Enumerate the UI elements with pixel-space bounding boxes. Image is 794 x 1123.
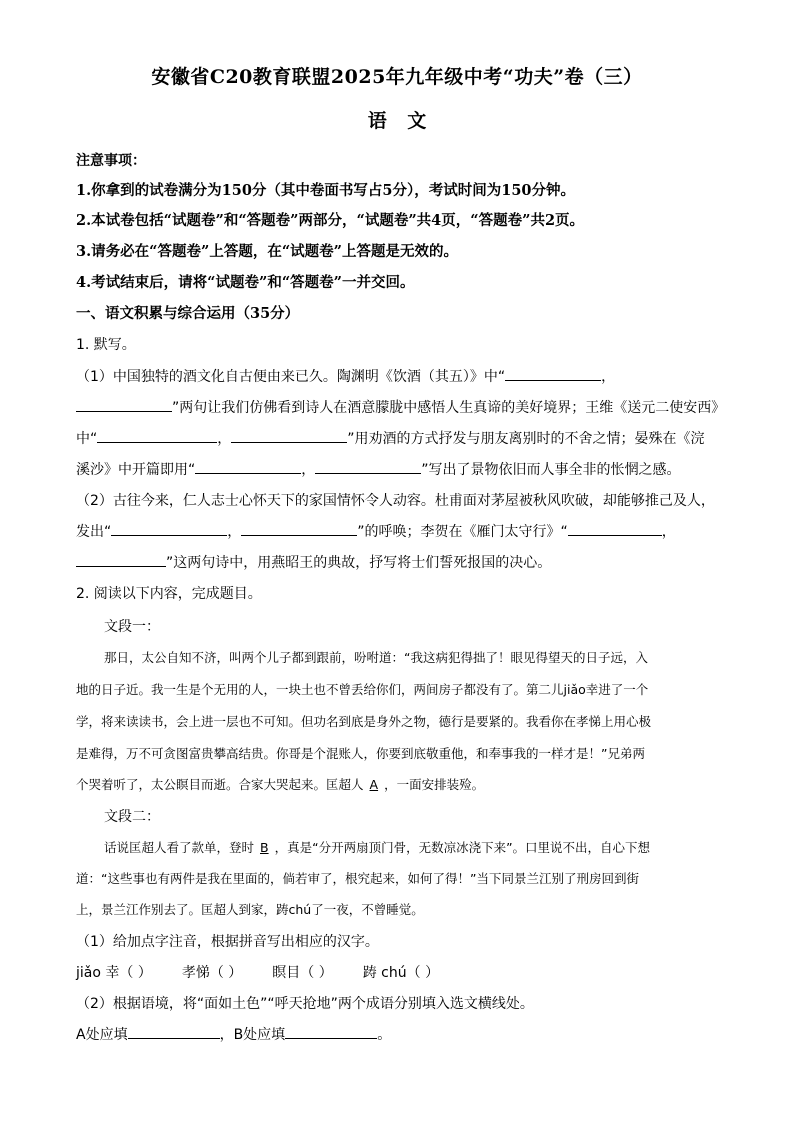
notice-item-3: 3.请务必在“答题卷”上答题，在“试题卷”上答题是无效的。: [76, 243, 458, 260]
answer-blank-b[interactable]: [285, 1024, 377, 1039]
q1-line-3: 中“ ， ”用劝酒的方式抒发与朋友离别时的不舍之情；晏殊在《浣: [76, 428, 705, 448]
sub-question-2-label: （2）根据语境，将“面如土色”“呼天抢地”两个成语分别填入选文横线处。: [76, 996, 534, 1012]
question-2-label: 2. 阅读以下内容，完成题目。: [76, 586, 262, 602]
notice-heading: 注意事项：: [76, 153, 146, 169]
passage-2-line-1: 话说匡超人看了款单，登时 B ，真是“分开两扇顶门骨，无数凉冰浇下来”。口里说不出，自心下想: [104, 840, 651, 855]
passage-1-line-3: 学，将来读读书，会上进一层也不可知。但功名到底是身外之物，德行是要紧的。我看你在孝悌上用心极: [76, 714, 652, 729]
sub-question-2-answer: A处应填 ，B处应填 。: [76, 1024, 391, 1044]
passage-2-line-2: 道：“这些事也有两件是我在里面的，倘若审了，根究起来，如何了得！”当下同景兰江别了刑房回到街: [76, 871, 639, 886]
q1-2-line-2: 发出“ ， ”的呼唤；李贺在《雁门太守行》“ ，: [76, 521, 676, 541]
q1-2-line-3: ”这两句诗中，用燕昭王的典故，抒写将士们誓死报国的决心。: [76, 552, 551, 572]
notice-item-4: 4.考试结束后，请将“试题卷”和“答题卷”一并交回。: [76, 274, 415, 291]
answer-blank-a[interactable]: [128, 1024, 220, 1039]
passage-1-line-1: 那日，太公自知不济，叫两个儿子都到跟前，吩咐道：“我这病犯得拙了！眼见得望天的日子远，入: [104, 650, 648, 665]
passage-2-line-3: 上，景兰江作别去了。匡超人到家，踌chú了一夜，不曾睡觉。: [76, 902, 424, 917]
answer-blank[interactable]: [111, 521, 227, 536]
pinyin-item: 踌 chú（ ）: [362, 965, 440, 981]
passage-1-line-4: 是难得，万不可贪图富贵攀高结贵。你哥是个混账人，你要到底敬重他，和奉事我的一样才是！”兄弟两: [76, 746, 645, 761]
answer-blank[interactable]: [315, 459, 421, 474]
notice-item-1: 1.你拿到的试卷满分为150分（其中卷面书写占5分），考试时间为150分钟。: [76, 182, 576, 199]
pinyin-item: jiǎo 幸（ ）: [76, 965, 152, 981]
q1-line-4: 溪沙》中开篇即用“ ， ”写出了景物依旧而人事全非的怅惘之感。: [76, 459, 681, 479]
passage-1-heading: 文段一：: [104, 619, 160, 635]
answer-blank[interactable]: [231, 428, 347, 443]
blank-b: B: [260, 840, 269, 855]
passage-1-line-5: 个哭着听了，太公瞑目而逝。合家大哭起来。匡超人 A ，一面安排装殓。: [76, 777, 485, 792]
pinyin-item: 瞑目（ ）: [272, 965, 333, 981]
sub-question-1-label: （1）给加点字注音，根据拼音写出相应的汉字。: [76, 934, 379, 950]
answer-blank[interactable]: [195, 459, 301, 474]
q1-line-1: （1）中国独特的酒文化自古便由来已久。陶渊明《饮酒（其五）》中“ ，: [76, 366, 615, 386]
blank-a: A: [369, 777, 379, 792]
answer-blank[interactable]: [76, 397, 172, 412]
pinyin-items: [76, 962, 439, 982]
answer-blank[interactable]: [97, 428, 217, 443]
q1-2-line-1: （2）古往今来，仁人志士心怀天下的家国情怀令人动容。杜甫面对茅屋被秋风吹破，却能够推己及人，: [76, 493, 715, 509]
pinyin-item: 孝悌（ ）: [181, 965, 243, 981]
subject-title: 语 文: [367, 110, 427, 132]
section-heading: 一、语文积累与综合运用（35分）: [76, 305, 300, 322]
notice-item-2: 2.本试卷包括“试题卷”和“答题卷”两部分，“试题卷”共4页，“答题卷”共2页。: [76, 212, 585, 229]
exam-title: 安徽省C20教育联盟2025年九年级中考“功夫”卷（三）: [151, 66, 643, 88]
q1-line-2: ”两句让我们仿佛看到诗人在酒意朦胧中感悟人生真谛的美好境界；王维《送元二使安西》: [76, 397, 725, 417]
passage-2-heading: 文段二：: [104, 809, 160, 825]
answer-blank[interactable]: [505, 366, 601, 381]
answer-blank[interactable]: [568, 521, 662, 536]
answer-blank[interactable]: [76, 552, 166, 567]
answer-blank[interactable]: [241, 521, 357, 536]
question-1-label: 1. 默写。: [76, 337, 136, 353]
passage-1-line-2: 地的日子近。我一生是个无用的人，一块土也不曾丢给你们，两间房子都没有了。第二儿jiǎo幸进了一个: [76, 682, 649, 697]
